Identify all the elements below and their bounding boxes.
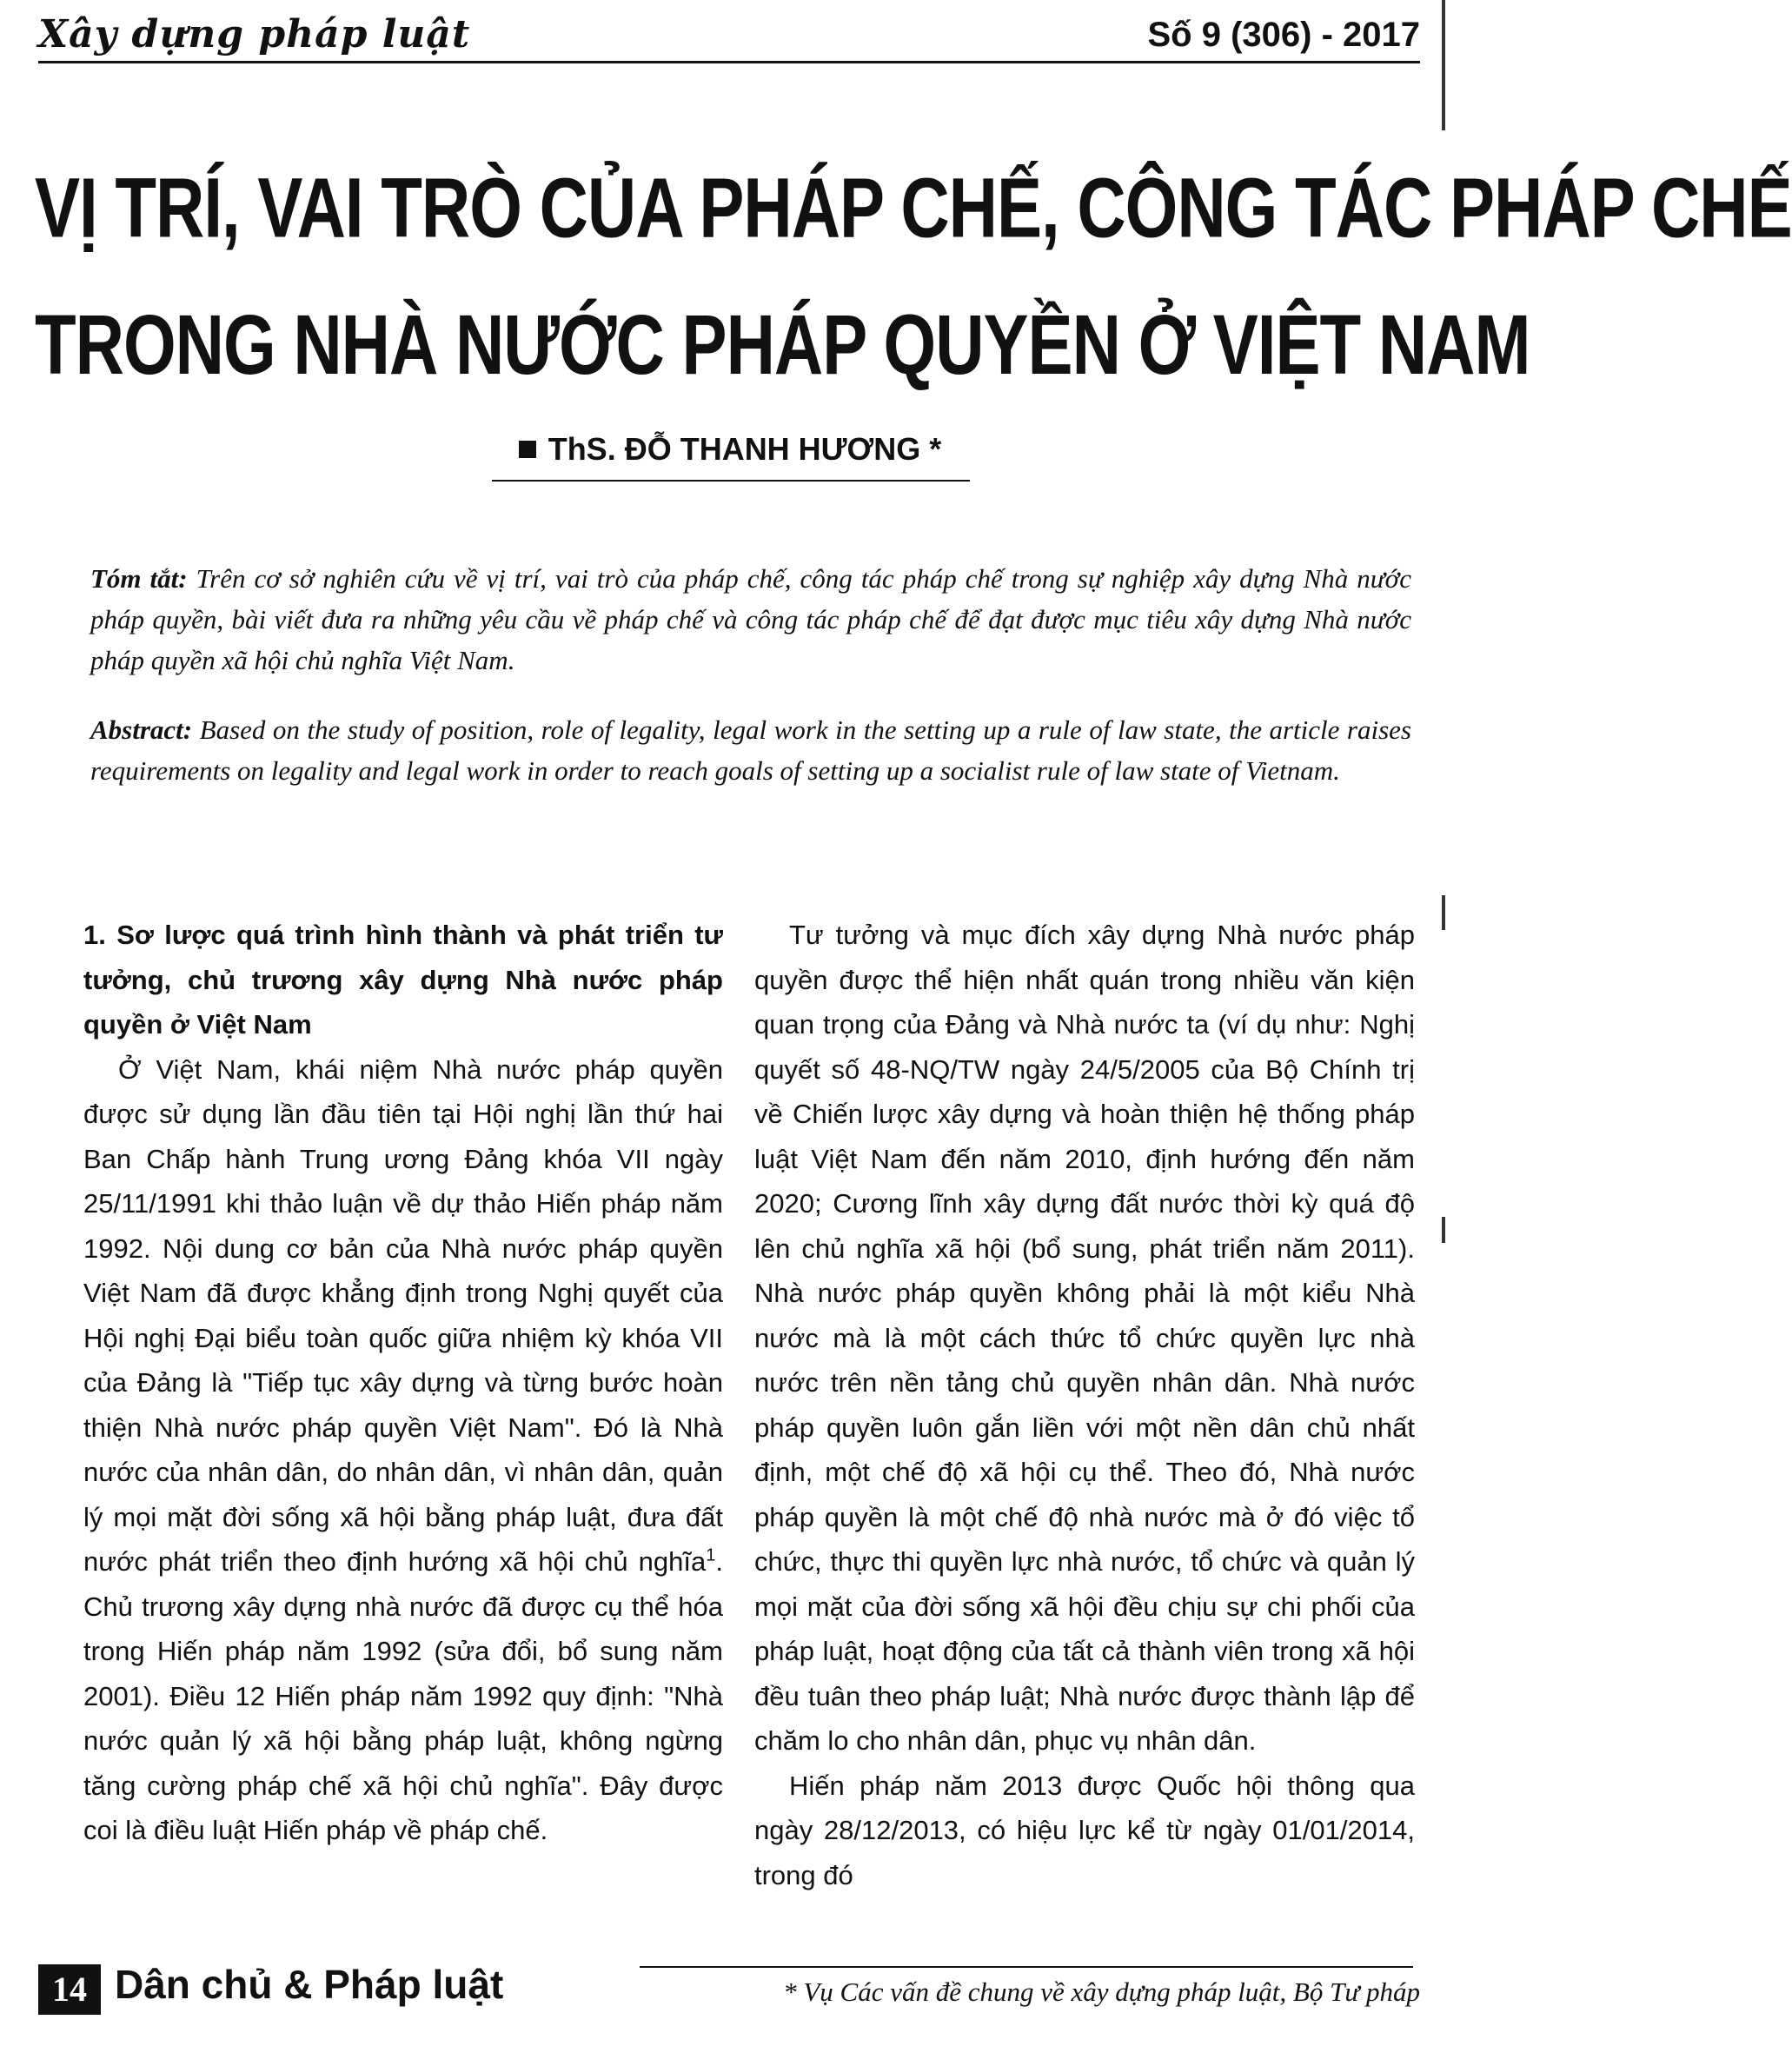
page-header [38,12,1420,63]
paragraph: Hiến pháp năm 2013 được Quốc hội thông qua ngày 28/12/2013, có hiệu lực kể từ ngày 01/01/2014, trong đó [754,1770,1415,1890]
author-name: ThS. ĐỖ THANH HƯƠNG * [548,431,942,467]
abstract-vi-label: Tóm tắt: [90,563,188,594]
article-title [35,139,1792,413]
abstract-english [90,709,1411,791]
footnote-marker: 1 [706,1545,716,1565]
page-number: 14 [38,1964,101,2015]
body-column-left [83,913,723,1853]
abstract-vi-text: Trên cơ sở nghiên cứu về vị trí, vai trò của pháp chế, công tác pháp chế trong sự nghiệp xây dựng Nhà nước pháp quyền, bài viết đưa ra những yêu cầu về pháp chế và công tác pháp chế để đạt được mục tiêu xây dựng Nhà nước pháp quyền xã hội chủ nghĩa Việt Nam. [90,563,1411,675]
abstract-en-text: Based on the study of position, role of legality, legal work in the setting up a rule of law state, the article raises requirements on legality and legal work in order to reach goals of setting up a socialist rule of law state of Vietnam. [90,714,1411,786]
journal-section-name: Xây dựng pháp luật [38,12,471,56]
magazine-name: Dân chủ & Pháp luật [115,1962,504,2007]
title-line-1: VỊ TRÍ, VAI TRÒ CỦA PHÁP CHẾ, CÔNG TÁC PHÁP CHẾ [35,159,1792,256]
footnote-rule [640,1966,1413,1968]
paragraph-text: . Chủ trương xây dựng nhà nước đã được cụ thể hóa trong Hiến pháp năm 1992 (sửa đổi, bổ sung năm 2001). Điều 12 Hiến pháp năm 1992 quy định: "Nhà nước quản lý xã hội bằng pháp luật, không ngừng tăng cường pháp chế xã hội chủ nghĩa". Đây được coi là điều luật Hiến pháp về pháp chế. [83,1546,723,1845]
scan-edge-mark [1442,0,1445,130]
scan-edge-mark [1442,895,1445,930]
body-column-right [754,913,1415,1897]
square-bullet-icon [519,441,536,458]
paragraph-text: Ở Việt Nam, khái niệm Nhà nước pháp quyền được sử dụng lần đầu tiên tại Hội nghị lần thứ hai Ban Chấp hành Trung ương Đảng khóa VII ngày 25/11/1991 khi thảo luận về dự thảo Hiến pháp năm 1992. Nội dung cơ bản của Nhà nước pháp quyền Việt Nam đã được khẳng định trong Nghị quyết của Hội nghị Đại biểu toàn quốc giữa nhiệm kỳ khóa VII của Đảng là "Tiếp tục xây dựng và từng bước hoàn thiện Nhà nước pháp quyền Việt Nam". Đó là Nhà nước của nhân dân, do nhân dân, vì nhân dân, quản lý mọi mặt đời sống xã hội bằng pháp luật, đưa đất nước phát triển theo định hướng xã hội chủ nghĩa [83,1053,723,1577]
issue-number: Số 9 (306) - 2017 [1147,16,1420,54]
scan-edge-mark [1442,1217,1445,1243]
author-byline [487,431,973,468]
abstract-vietnamese [90,558,1411,681]
header-rule [38,61,1420,63]
title-line-2: TRONG NHÀ NƯỚC PHÁP QUYỀN Ở VIỆT NAM [35,296,1530,393]
author-rule [492,480,970,482]
section-heading: 1. Sơ lược quá trình hình thành và phát triển tư tưởng, chủ trương xây dựng Nhà nước pháp quyền ở Việt Nam [83,920,723,1040]
paragraph: Tư tưởng và mục đích xây dựng Nhà nước pháp quyền được thể hiện nhất quán trong nhiều văn kiện quan trọng của Đảng và Nhà nước ta (ví dụ như: Nghị quyết số 48-NQ/TW ngày 24/5/2005 của Bộ Chính trị về Chiến lược xây dựng và hoàn thiện hệ thống pháp luật Việt Nam đến năm 2010, định hướng đến năm 2020; Cương lĩnh xây dựng đất nước thời kỳ quá độ lên chủ nghĩa xã hội (bổ sung, phát triển năm 2011). Nhà nước pháp quyền không phải là một kiểu Nhà nước mà là một cách thức tổ chức quyền lực nhà nước trên nền tảng chủ quyền nhân dân. Nhà nước pháp quyền luôn gắn liền với một nền dân chủ nhất định, một chế độ xã hội cụ thể. Theo đó, Nhà nước pháp quyền là một chế độ nhà nước mà ở đó việc tổ chức, thực thi quyền lực nhà nước, tổ chức và quản lý mọi mặt của đời sống xã hội đều chịu sự chi phối của pháp luật, hoạt động của tất cả thành viên trong xã hội đều tuân theo pháp luật; Nhà nước được thành lập để chăm lo cho nhân dân, phục vụ nhân dân. [754,920,1415,1756]
paragraph [83,1047,723,1853]
abstract-en-label: Abstract: [90,714,193,745]
author-footnote: * Vụ Các vấn đề chung về xây dựng pháp luật, Bộ Tư pháp [783,1977,1420,2007]
